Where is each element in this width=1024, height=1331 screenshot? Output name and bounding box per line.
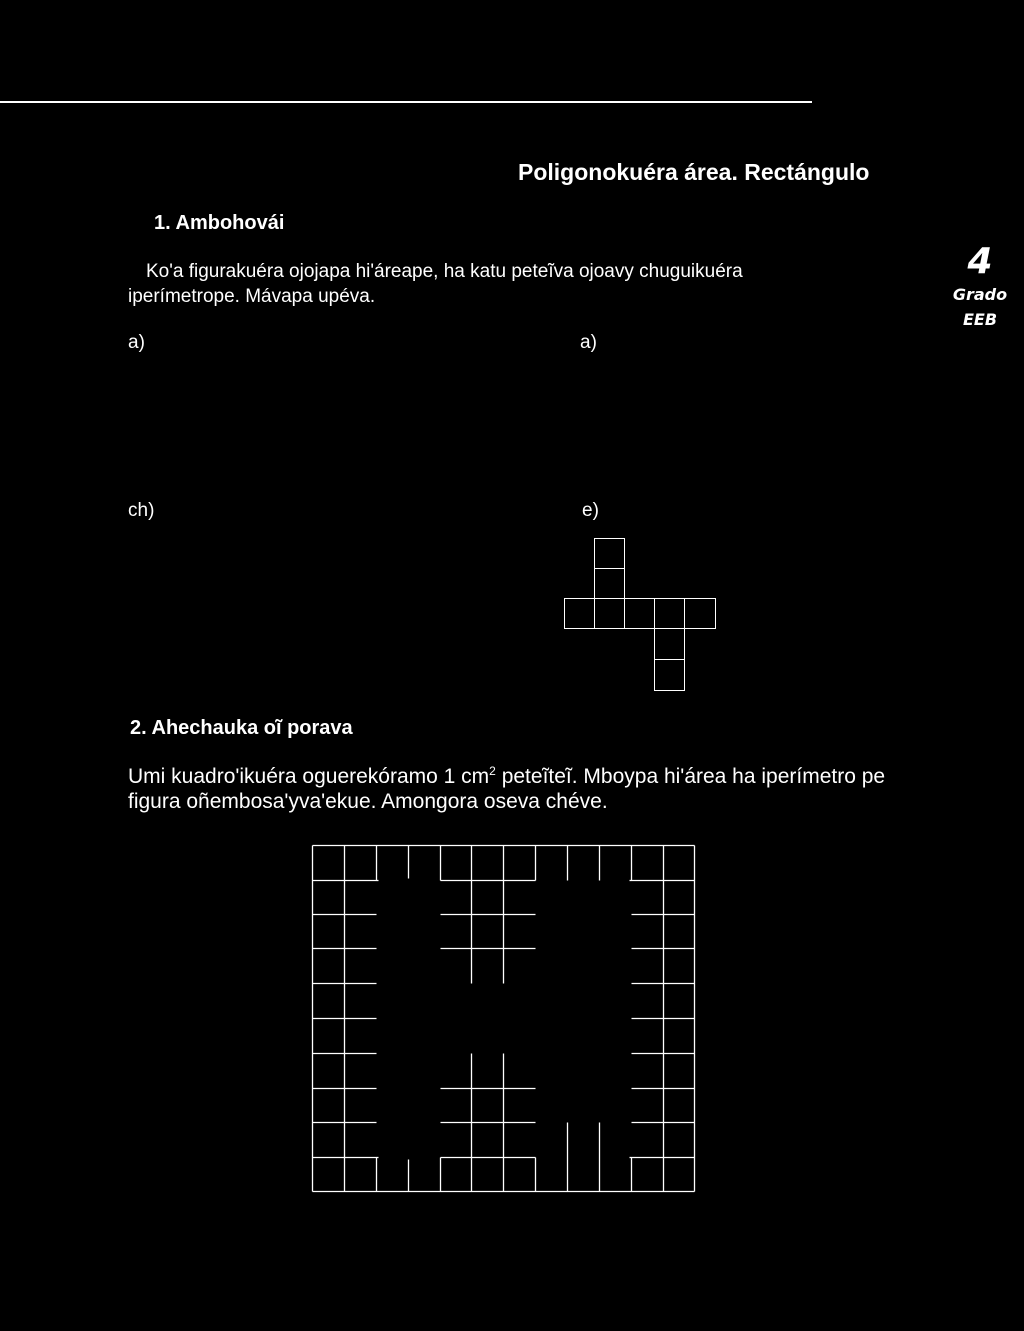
exercise2-instruction-sup: 2 (489, 764, 496, 778)
grade-level: EEB (962, 310, 998, 329)
exercise1-instruction-line2: iperímetrope. Mávapa upéva. (128, 286, 376, 307)
exercise2-instruction-line2: figura oñembosa'yva'ekue. Amongora oseva chéve. (128, 790, 608, 813)
exercise2-heading: 2. Ahechauka oĩ porava (130, 717, 353, 739)
figure-label-a: a) (128, 332, 145, 353)
grade-label: Grado (952, 285, 1008, 304)
exercise2-instruction-post: peteĩteĩ. Mboypa hi'área ha iperímetro pe (495, 765, 886, 788)
figure-label-e: e) (582, 500, 599, 521)
exercise1-instruction-line1: Ko'a figurakuéra ojojapa hi'áreape, ha katu peteĩva ojoavy chuguikuéra (146, 261, 743, 282)
grade-number: 4 (967, 241, 993, 282)
exercise1-heading: 1. Ambohovái (154, 212, 285, 234)
figure-label-a-second: a) (580, 332, 597, 353)
exercise2-instruction-pre: Umi kuadro'ikuéra oguerekóramo 1 cm (128, 765, 490, 788)
page-title: Poligonokuéra área. Rectángulo (518, 159, 870, 185)
figure-label-ch: ch) (128, 500, 155, 521)
